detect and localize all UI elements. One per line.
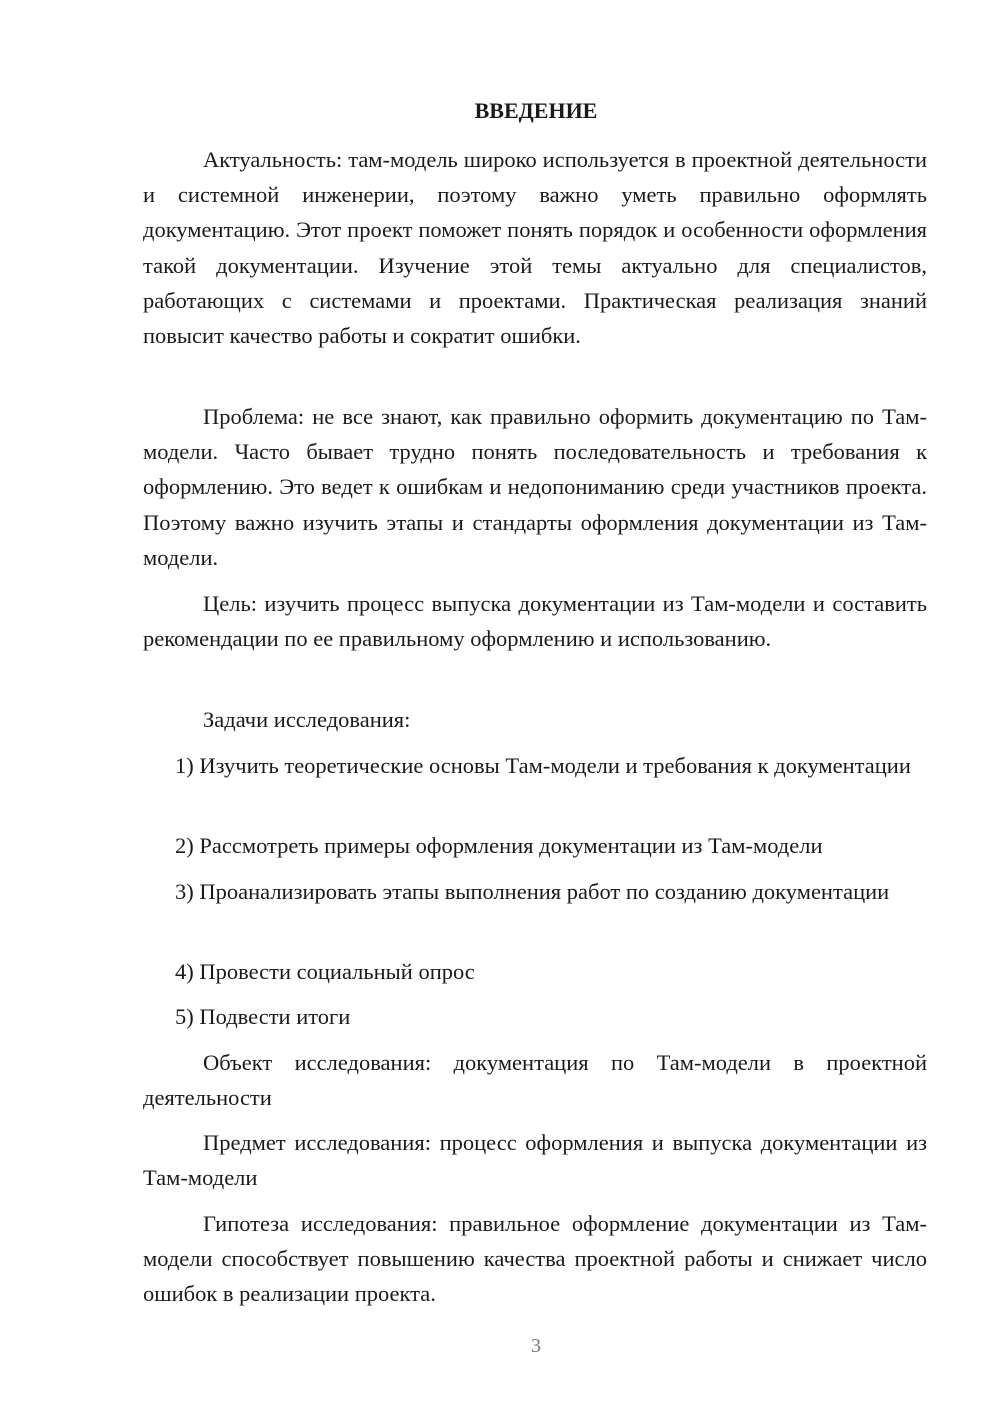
- task-item-1: 1) Изучить теоретические основы Там-модели и требования к документации: [175, 753, 911, 778]
- goal-paragraph: Цель: изучить процесс выпуска документации из Там-модели и составить рекомендации по ее правильному оформлению и использованию.: [143, 591, 927, 652]
- relevance-paragraph: Актуальность: там-модель широко используется в проектной деятельности и системной инженерии, поэтому важно уметь правильно оформлять документацию. Этот проект поможет понять порядок и особенности оформления такой документации. Изучение этой темы актуально для специалистов, работающих с системами и проектами. Практическая реализация знаний повысит качество работы и сократит ошибки.: [143, 147, 927, 349]
- task-item-3: 3) Проанализировать этапы выполнения работ по созданию документации: [175, 879, 890, 904]
- problem-paragraph: Проблема: не все знают, как правильно оформить документацию по Там-модели. Часто бывает трудно понять последовательность и требования к оформлению. Это ведет к ошибкам и недопониманию среди участников проекта. Поэтому важно изучить этапы и стандарты оформления документации из Там-модели.: [143, 404, 927, 570]
- hypothesis-paragraph: Гипотеза исследования: правильное оформление документации из Там-модели способствует повышению качества проектной работы и снижает число ошибок в реализации проекта.: [143, 1211, 927, 1307]
- section-title: ВВЕДЕНИЕ: [474, 98, 598, 123]
- task-item-4: 4) Провести социальный опрос: [175, 959, 475, 984]
- task-item-5: 5) Подвести итоги: [175, 1004, 351, 1029]
- tasks-heading: Задачи исследования:: [203, 707, 411, 732]
- page-number: 3: [531, 1335, 541, 1357]
- object-paragraph: Объект исследования: документация по Там-модели в проектной деятельности: [143, 1050, 927, 1111]
- subject-paragraph: Предмет исследования: процесс оформления и выпуска документации из Там-модели: [143, 1130, 927, 1191]
- task-item-2: 2) Рассмотреть примеры оформления документации из Там-модели: [175, 833, 823, 858]
